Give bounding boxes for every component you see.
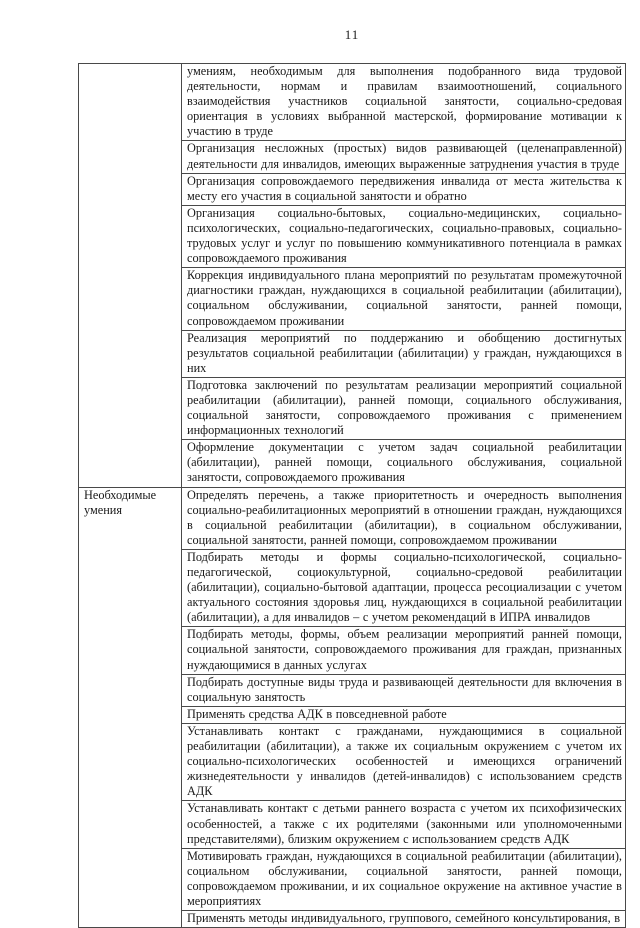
requirement-text-cell: Устанавливать контакт с гражданами, нуждающимися в социальной реабилитации (абилитации), а также их социальным окружением с учетом их социально-психологических особенностей и имеющихся ограничений жизнедеятельности у инвалидов (детей-инвалидов) с использованием средств АДК: [182, 723, 626, 800]
requirement-text-cell: Применять средства АДК в повседневной работе: [182, 706, 626, 723]
table-row: [79, 64, 626, 141]
section-label-cell: [79, 64, 182, 488]
requirement-text-cell: умениям, необходимым для выполнения подобранного вида трудовой деятельности, нормам и правилам взаимоотношений, социального взаимодействия участников социальной занятости, социально-средовая ориентация в условиях выбранной мастерской, формирование мотивации к участию в труде: [182, 64, 626, 141]
requirement-text-cell: Подбирать методы, формы, объем реализации мероприятий ранней помощи, социальной занятости, сопровождаемого проживания для граждан, признанных нуждающимися в данных услугах: [182, 627, 626, 674]
requirement-text-cell: Реализация мероприятий по поддержанию и обобщению достигнутых результатов социальной реабилитации (абилитации) у граждан, нуждающихся в них: [182, 330, 626, 377]
requirement-text-cell: Применять методы индивидуального, группового, семейного консультирования, в: [182, 911, 626, 928]
page-number: 11: [344, 27, 360, 42]
professional-standard-table: [78, 63, 626, 928]
section-label-cell: Необходимые умения: [79, 487, 182, 928]
requirement-text-cell: Организация сопровождаемого передвижения инвалида от места жительства к месту его участия в социальной занятости и обратно: [182, 173, 626, 205]
requirement-text-cell: Мотивировать граждан, нуждающихся в социальной реабилитации (абилитации), социальном обслуживании, социальной занятости, ранней помощи, сопровождаемом проживании, и их социальное окружение на активное участие в мероприятиях: [182, 848, 626, 910]
table-row: [79, 487, 626, 549]
requirement-text-cell: Оформление документации с учетом задач социальной реабилитации (абилитации), ранней помощи, социального обслуживания, социальной занятости, сопровождаемого проживания: [182, 440, 626, 487]
requirement-text-cell: Коррекция индивидуального плана мероприятий по результатам промежуточной диагностики граждан, нуждающихся в социальной реабилитации (абилитации), социальном обслуживании, социальной занятости, ранней помощи, сопровождаемом проживании: [182, 268, 626, 330]
requirement-text-cell: Организация несложных (простых) видов развивающей (целенаправленной) деятельности для инвалидов, имеющих выраженные затруднения участия в труде: [182, 141, 626, 173]
requirement-text-cell: Подготовка заключений по результатам реализации мероприятий социальной реабилитации (абилитации), ранней помощи, социального обслуживания, социальной занятости, сопровождаемого проживания с применением информационных технологий: [182, 377, 626, 439]
requirement-text-cell: Подбирать методы и формы социально-психологической, социально-педагогической, социокультурной, социально-средовой реабилитации (абилитации), социально-бытовой адаптации, процесса ресоциализации с учетом актуального состояния здоровья лиц, нуждающихся в социальной реабилитации (абилитации), а для инвалидов – с учетом рекомендаций в ИПРА инвалидов: [182, 549, 626, 626]
requirement-text-cell: Организация социально-бытовых, социально-медицинских, социально-психологических, социально-педагогических, социально-правовых, социально-трудовых услуг и услуг по повышению коммуникативного потенциала в рамках сопровождаемого проживания: [182, 205, 626, 267]
requirement-text-cell: Определять перечень, а также приоритетность и очередность выполнения социально-реабилитационных мероприятий в отношении граждан, нуждающихся в социальной реабилитации (абилитации), в социальном обслуживании, социальной занятости, ранней помощи, сопровождаемом проживании: [182, 487, 626, 549]
requirement-text-cell: Подбирать доступные виды труда и развивающей деятельности для включения в социальную занятость: [182, 674, 626, 706]
requirement-text-cell: Устанавливать контакт с детьми раннего возраста с учетом их психофизических особенностей, а также с их родителями (законными или уполномоченными представителями), близким окружением с использованием средств АДК: [182, 801, 626, 848]
